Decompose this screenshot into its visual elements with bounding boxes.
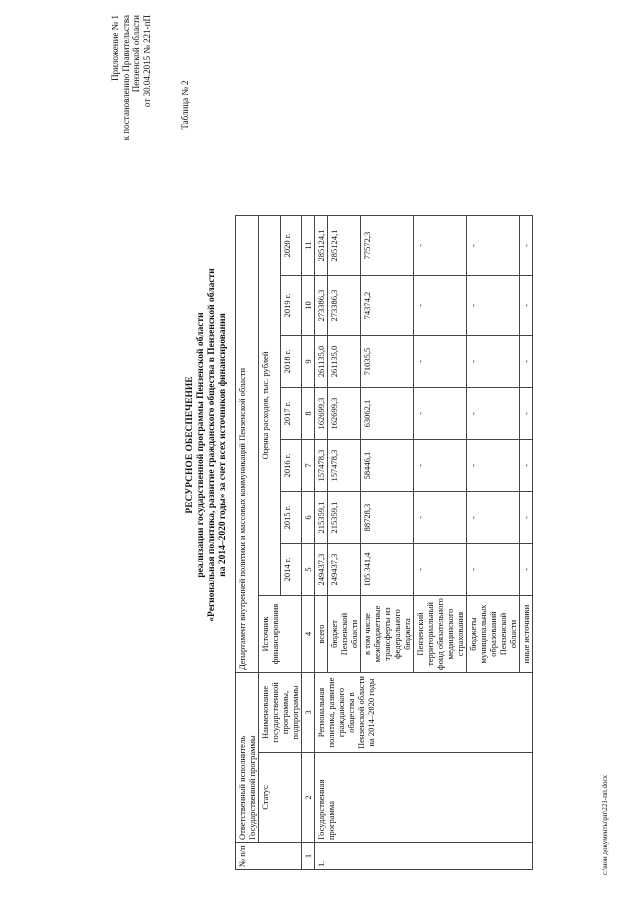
- appendix-line: Приложение № 1: [110, 15, 120, 81]
- source-cell: в том числе межбюджетные трансферты из федерального бюджета: [361, 596, 414, 673]
- column-number: 8: [302, 388, 315, 440]
- program-number: 1.: [315, 843, 533, 870]
- header-status: Статус: [259, 753, 302, 843]
- appendix-line: от 30.04.2015 № 221-пП: [141, 15, 152, 107]
- value-cell: 157478,3: [315, 440, 328, 492]
- value-cell: -: [414, 544, 467, 596]
- value-cell: -: [414, 276, 467, 336]
- source-cell: всего: [315, 596, 328, 673]
- column-number: 2: [302, 753, 315, 843]
- value-cell: 261135,0: [328, 336, 361, 388]
- column-number: 10: [302, 276, 315, 336]
- table-number: Таблица № 2: [180, 80, 190, 130]
- value-cell: -: [467, 216, 520, 276]
- value-cell: 273386,3: [315, 276, 328, 336]
- value-cell: -: [467, 492, 520, 544]
- value-cell: 63062,1: [361, 388, 414, 440]
- title-line: на 2014–2020 годы» за счет всех источников финансирования: [218, 313, 228, 577]
- header-executor: Ответственный исполнитель Государственной программы: [236, 673, 259, 843]
- value-cell: 58446,1: [361, 440, 414, 492]
- value-cell: -: [414, 336, 467, 388]
- value-cell: -: [520, 276, 533, 336]
- value-cell: 105 341,4: [361, 544, 414, 596]
- appendix-block: [110, 15, 152, 185]
- source-cell: Пензенский территориальный фонд обязательного медицинского страхования: [414, 596, 467, 673]
- column-number: 1: [302, 843, 315, 870]
- year-2015: 2015 г.: [280, 492, 302, 544]
- program-status: Государственная программа: [315, 753, 533, 843]
- year-2018: 2018 г.: [280, 336, 302, 388]
- value-cell: -: [520, 544, 533, 596]
- value-cell: 285124,1: [315, 216, 328, 276]
- header-department: Департамент внутренней политики и массовых коммуникаций Пензенской области: [236, 216, 259, 673]
- value-cell: 285124,1: [328, 216, 361, 276]
- value-cell: -: [520, 216, 533, 276]
- table-row: [315, 216, 328, 870]
- value-cell: -: [467, 336, 520, 388]
- column-number: 5: [302, 544, 315, 596]
- value-cell: 74374,2: [361, 276, 414, 336]
- source-cell: бюджеты муниципальных образований Пензенской области: [467, 596, 520, 673]
- value-cell: 215359,1: [315, 492, 328, 544]
- value-cell: 249437,3: [328, 544, 361, 596]
- value-cell: 162699,3: [328, 388, 361, 440]
- column-number: 3: [302, 673, 315, 753]
- file-path-footer: c:\мои документы\рп\221-пп.docx: [601, 774, 609, 875]
- value-cell: 249437,3: [315, 544, 328, 596]
- header-row: [259, 216, 281, 870]
- year-2016: 2016 г.: [280, 440, 302, 492]
- title-line: реализации государственной программы Пензенской области: [196, 312, 206, 578]
- year-2017: 2017 г.: [280, 388, 302, 440]
- column-number: 6: [302, 492, 315, 544]
- value-cell: -: [414, 440, 467, 492]
- appendix-line: Пензенской области: [131, 15, 141, 93]
- value-cell: -: [520, 440, 533, 492]
- column-number: 7: [302, 440, 315, 492]
- column-numbers-row: [302, 216, 315, 870]
- title-line: РЕСУРСНОЕ ОБЕСПЕЧЕНИЕ: [185, 376, 195, 514]
- value-cell: 157478,3: [328, 440, 361, 492]
- header-row: [236, 216, 259, 870]
- program-name: Региональная политика, развитие гражданского общества в Пензенской области на 2014–2020 годы: [315, 673, 533, 753]
- value-cell: 77572,3: [361, 216, 414, 276]
- header-col-no: № п/п: [236, 843, 302, 870]
- value-cell: -: [520, 388, 533, 440]
- year-2020: 2020 г.: [280, 216, 302, 276]
- value-cell: 215359,1: [328, 492, 361, 544]
- value-cell: -: [467, 544, 520, 596]
- value-cell: -: [520, 336, 533, 388]
- header-source: Источник финансирования: [259, 596, 302, 673]
- value-cell: -: [414, 216, 467, 276]
- column-number: 11: [302, 216, 315, 276]
- value-cell: -: [414, 492, 467, 544]
- column-number: 9: [302, 336, 315, 388]
- value-cell: -: [467, 276, 520, 336]
- year-2019: 2019 г.: [280, 276, 302, 336]
- year-2014: 2014 г.: [280, 544, 302, 596]
- title-line: «Региональная политика, развитие гражданского общества в Пензенской области: [207, 268, 217, 622]
- value-cell: -: [467, 388, 520, 440]
- value-cell: 71035,5: [361, 336, 414, 388]
- header-name: Наименование государственной программы, подпрограммы: [259, 673, 302, 753]
- value-cell: -: [520, 492, 533, 544]
- value-cell: 273386,3: [328, 276, 361, 336]
- resource-table: [235, 215, 533, 870]
- value-cell: 88728,3: [361, 492, 414, 544]
- header-estimate: Оценка расходов, тыс. рублей: [259, 216, 281, 596]
- source-cell: бюджет Пензенской области: [328, 596, 361, 673]
- column-number: 4: [302, 596, 315, 673]
- value-cell: 261135,0: [315, 336, 328, 388]
- document-title: [185, 165, 229, 725]
- appendix-line: к постановлению Правительства: [120, 15, 131, 141]
- value-cell: -: [467, 440, 520, 492]
- value-cell: 162699,3: [315, 388, 328, 440]
- source-cell: иные источники: [520, 596, 533, 673]
- value-cell: -: [414, 388, 467, 440]
